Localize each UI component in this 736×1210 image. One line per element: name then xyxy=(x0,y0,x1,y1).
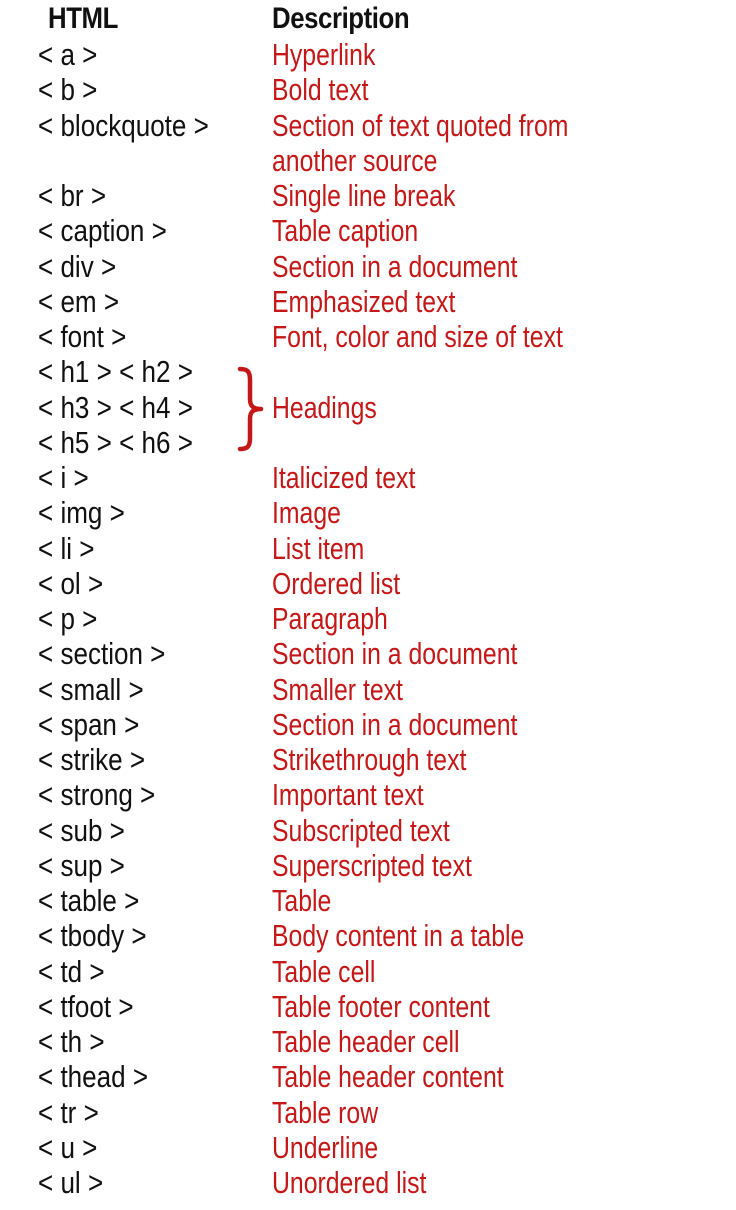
tag-row xyxy=(0,566,736,601)
tag-description: Image xyxy=(272,495,341,531)
tag-name: < strong > xyxy=(38,777,156,813)
tag-description: Underline xyxy=(272,1129,379,1165)
tag-name: < b > xyxy=(38,72,98,108)
tag-row xyxy=(0,108,736,143)
tag-description: Important text xyxy=(272,777,424,813)
tag-name: < sup > xyxy=(38,847,125,883)
tag-row xyxy=(0,848,736,883)
tag-description: Strikethrough text xyxy=(272,742,467,777)
tag-description: Body content in a table xyxy=(272,918,525,954)
tag-row xyxy=(0,72,736,107)
tag-name: < section > xyxy=(38,636,166,672)
tag-description: Table cell xyxy=(272,953,376,989)
tag-name: < blockquote > xyxy=(38,107,209,143)
tag-description: Table row xyxy=(272,1094,379,1130)
tag-name: < sub > xyxy=(38,812,125,848)
tag-name: < span > xyxy=(38,706,140,742)
tag-description: Ordered list xyxy=(272,565,401,601)
tag-description: Font, color and size of text xyxy=(272,319,563,354)
tag-row xyxy=(0,636,736,671)
tag-row xyxy=(0,918,736,953)
tag-description: Section in a document xyxy=(272,636,518,672)
tag-name: < ul > xyxy=(38,1165,104,1200)
tag-description: Smaller text xyxy=(272,671,403,707)
tag-description: Single line break xyxy=(272,178,456,213)
tag-description: Table xyxy=(272,883,332,918)
tag-description: Table caption xyxy=(272,213,419,249)
headings-description: Headings xyxy=(272,390,377,425)
tag-row xyxy=(0,425,736,460)
tag-name: < font > xyxy=(38,319,127,354)
tag-row xyxy=(0,249,736,284)
tag-name: < tr > xyxy=(38,1094,99,1130)
tag-name: < td > xyxy=(38,953,105,989)
tag-name: < img > xyxy=(38,495,125,531)
tag-description: Unordered list xyxy=(272,1165,427,1200)
tag-name: < a > xyxy=(38,37,98,72)
tag-row xyxy=(0,319,736,354)
tag-description: Section in a document xyxy=(272,248,518,284)
tag-description: Italicized text xyxy=(272,460,416,495)
tag-description: Superscripted text xyxy=(272,847,472,883)
tag-name: < th > xyxy=(38,1024,105,1059)
tag-name: < h5 > < h6 > xyxy=(38,424,193,460)
tag-name: < tfoot > xyxy=(38,988,134,1024)
tag-name: < thead > xyxy=(38,1059,149,1095)
tag-description: Hyperlink xyxy=(272,37,376,72)
tag-row xyxy=(0,883,736,918)
column-header-html: HTML xyxy=(48,2,118,35)
tag-row xyxy=(0,178,736,213)
column-header-description: Description xyxy=(272,2,410,35)
tag-description: List item xyxy=(272,530,365,566)
tag-row xyxy=(0,37,736,72)
tag-description: another source xyxy=(272,142,438,178)
tag-description: Subscripted text xyxy=(272,812,450,848)
tag-row xyxy=(0,707,736,742)
tag-row xyxy=(0,1024,736,1059)
tag-row xyxy=(0,1059,736,1094)
tag-name: < tbody > xyxy=(38,918,147,954)
tag-row xyxy=(0,143,736,178)
tag-row xyxy=(0,777,736,812)
tag-row xyxy=(0,672,736,707)
tag-row xyxy=(0,601,736,636)
tag-row xyxy=(0,495,736,530)
curly-brace-icon xyxy=(236,366,266,452)
tag-name: < ol > xyxy=(38,565,104,601)
tag-row xyxy=(0,213,736,248)
tag-description: Section in a document xyxy=(272,706,518,742)
tag-row xyxy=(0,531,736,566)
tag-description: Table header content xyxy=(272,1059,504,1095)
tag-row xyxy=(0,354,736,389)
tag-name: < li > xyxy=(38,530,95,566)
tag-description: Bold text xyxy=(272,72,369,108)
tag-row xyxy=(0,1130,736,1165)
tag-name: < strike > xyxy=(38,742,146,777)
tag-name: < u > xyxy=(38,1129,98,1165)
tag-row xyxy=(0,1095,736,1130)
tag-name: < h3 > < h4 > xyxy=(38,389,193,425)
tag-name: < em > xyxy=(38,283,120,319)
tag-description: Table footer content xyxy=(272,988,490,1024)
tag-name: < small > xyxy=(38,671,144,707)
tag-description: Table header cell xyxy=(272,1024,460,1059)
tag-row xyxy=(0,813,736,848)
tag-row xyxy=(0,989,736,1024)
tag-row xyxy=(0,1165,736,1200)
tag-name: < caption > xyxy=(38,213,167,249)
tag-name: < h1 > < h2 > xyxy=(38,354,193,390)
tag-row xyxy=(0,742,736,777)
tag-name: < i > xyxy=(38,460,89,495)
tag-description: Section of text quoted from xyxy=(272,107,569,143)
tag-row xyxy=(0,460,736,495)
tag-description: Emphasized text xyxy=(272,283,456,319)
tag-name: < p > xyxy=(38,601,98,636)
tag-row xyxy=(0,954,736,989)
tag-name: < table > xyxy=(38,883,140,918)
tag-description: Paragraph xyxy=(272,601,388,636)
tag-name: < div > xyxy=(38,248,117,284)
tag-name: < br > xyxy=(38,178,107,213)
tag-row xyxy=(0,284,736,319)
